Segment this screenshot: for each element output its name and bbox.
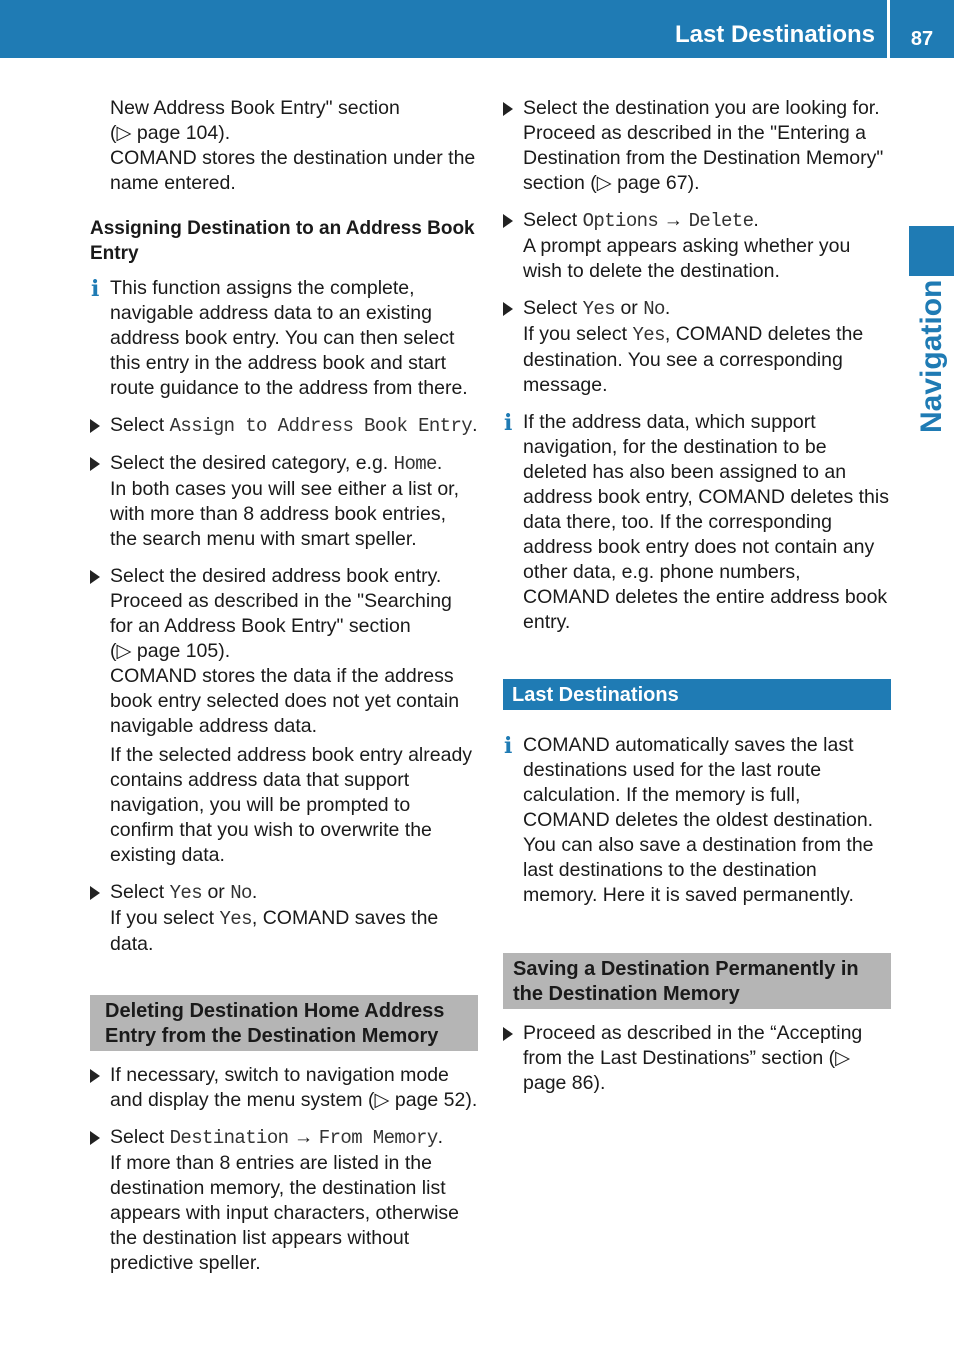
step-arrow-icon xyxy=(90,570,100,584)
info-note xyxy=(503,733,891,908)
info-icon: i xyxy=(91,276,100,302)
step-arrow-icon xyxy=(90,886,100,900)
intro-text xyxy=(90,96,478,196)
step-arrow-icon xyxy=(503,102,513,116)
page-header xyxy=(0,0,954,58)
step-text: If necessary, switch to navigation mode and display the menu system (▷ page 52). xyxy=(110,1064,478,1111)
step-text: Select the destination you are looking for. Proceed as described in the "Entering a Destination from the Destination Memory" section (▷ page 67). xyxy=(523,97,884,194)
menu-item-code: Yes xyxy=(169,882,203,904)
save-section-heading: Saving a Destination Permanently in the Destination Memory xyxy=(503,953,891,1009)
step-description: If more than 8 entries are listed in the destination memory, the destination list appears with input characters, otherwise the destination list appears without predictive speller. xyxy=(110,1152,460,1274)
step-description: Proceed as described in the "Searching for an Address Book Entry" section xyxy=(110,590,452,637)
instruction-step: Select Assign to Address Book Entry. xyxy=(90,413,478,439)
info-text: This function assigns the complete, navigable address data to an existing address book entry. You can then select this entry in the address book and start route guidance to the address from there. xyxy=(110,277,468,399)
step-arrow-icon xyxy=(503,302,513,316)
instruction-step xyxy=(90,1063,478,1113)
intro-line: New Address Book Entry" section xyxy=(110,97,400,119)
step-description: A prompt appears asking whether you wish to delete the destination. xyxy=(523,235,851,282)
step-text: Select the desired address book entry. xyxy=(110,565,442,587)
info-icon: i xyxy=(504,733,513,759)
instruction-step: Select Options → Delete. A prompt appears asking whether you wish to delete the destination. xyxy=(503,208,891,284)
instruction-step: Select Yes or No. If you select Yes, COMAND deletes the destination. You see a corresponding message. xyxy=(503,296,891,398)
delete-section-heading: Deleting Destination Home Address Entry from the Destination Memory xyxy=(90,995,478,1051)
last-destinations-heading: Last Destinations xyxy=(503,679,891,710)
assign-heading: Assigning Destination to an Address Book Entry xyxy=(90,218,475,264)
chapter-title: Last Destinations xyxy=(674,21,875,48)
menu-item-code: Home xyxy=(393,453,437,475)
step-description: If the selected address book entry already contains address data that support navigation, you will be prompted to confirm that you wish to overwrite the existing data. xyxy=(110,744,473,866)
info-note xyxy=(90,276,478,401)
instruction-step xyxy=(503,1021,891,1096)
arrow-icon: → xyxy=(288,1126,319,1148)
menu-item-code: Destination xyxy=(169,1127,289,1149)
instruction-step xyxy=(90,564,478,868)
instruction-step: Select Yes or No. If you select Yes, COMAND saves the data. xyxy=(90,880,478,957)
instruction-step: Select the desired category, e.g. Home. In both cases you will see either a list or, with more than 8 address book entries, the search menu with smart speller. xyxy=(90,451,478,552)
section-tab-label: Navigation xyxy=(915,279,948,433)
menu-item-code: Options xyxy=(582,210,659,232)
menu-item-code: From Memory xyxy=(318,1127,438,1149)
step-text: Proceed as described in the “Accepting from the Last Destinations” section (▷ page 86). xyxy=(523,1022,863,1094)
step-description: In both cases you will see either a list or, with more than 8 address book entries, the search menu with smart speller. xyxy=(110,478,460,550)
menu-item-code: Yes xyxy=(582,298,616,320)
step-description: COMAND stores the data if the address book entry selected does not yet contain navigable address data. xyxy=(110,665,460,737)
instruction-step xyxy=(503,96,891,196)
menu-item-code: Yes xyxy=(632,324,665,346)
instruction-step: Select Destination → From Memory. If more than 8 entries are listed in the destination memory, the destination list appears with input characters, otherwise the destination list appears without predictive speller. xyxy=(90,1125,478,1276)
intro-line: COMAND stores the destination under the name entered. xyxy=(110,147,476,194)
right-column xyxy=(503,96,891,1096)
menu-item-code: Assign to Address Book Entry xyxy=(169,415,473,437)
menu-item-code: Delete xyxy=(688,210,754,232)
step-arrow-icon xyxy=(503,1027,513,1041)
arrow-icon: → xyxy=(658,209,689,231)
info-note xyxy=(503,410,891,635)
info-text: If the address data, which support navigation, for the destination to be deleted has also been assigned to an address book entry, COMAND deletes this data there, too. If the corresponding address book entry does not contain any other data, e.g. phone numbers, COMAND deletes the entire address book entry. xyxy=(523,411,889,633)
menu-item-code: Yes xyxy=(219,908,252,930)
step-arrow-icon xyxy=(503,214,513,228)
section-tab-marker xyxy=(909,226,954,276)
menu-item-code: No xyxy=(643,298,665,320)
step-arrow-icon xyxy=(90,1069,100,1083)
info-icon: i xyxy=(504,410,513,436)
left-column xyxy=(90,96,478,1276)
step-arrow-icon xyxy=(90,419,100,433)
page-reference: (▷ page 105). xyxy=(110,640,231,662)
intro-page-ref: (▷ page 104). xyxy=(110,122,231,144)
info-text: COMAND automatically saves the last destinations used for the last route calculation. If the memory is full, COMAND deletes the oldest destination. You can also save a destination from the last destinations to the destination memory. Here it is saved permanently. xyxy=(523,734,874,906)
page-number: 87 xyxy=(910,28,934,50)
step-arrow-icon xyxy=(90,1131,100,1145)
menu-item-code: No xyxy=(230,882,252,904)
step-arrow-icon xyxy=(90,457,100,471)
